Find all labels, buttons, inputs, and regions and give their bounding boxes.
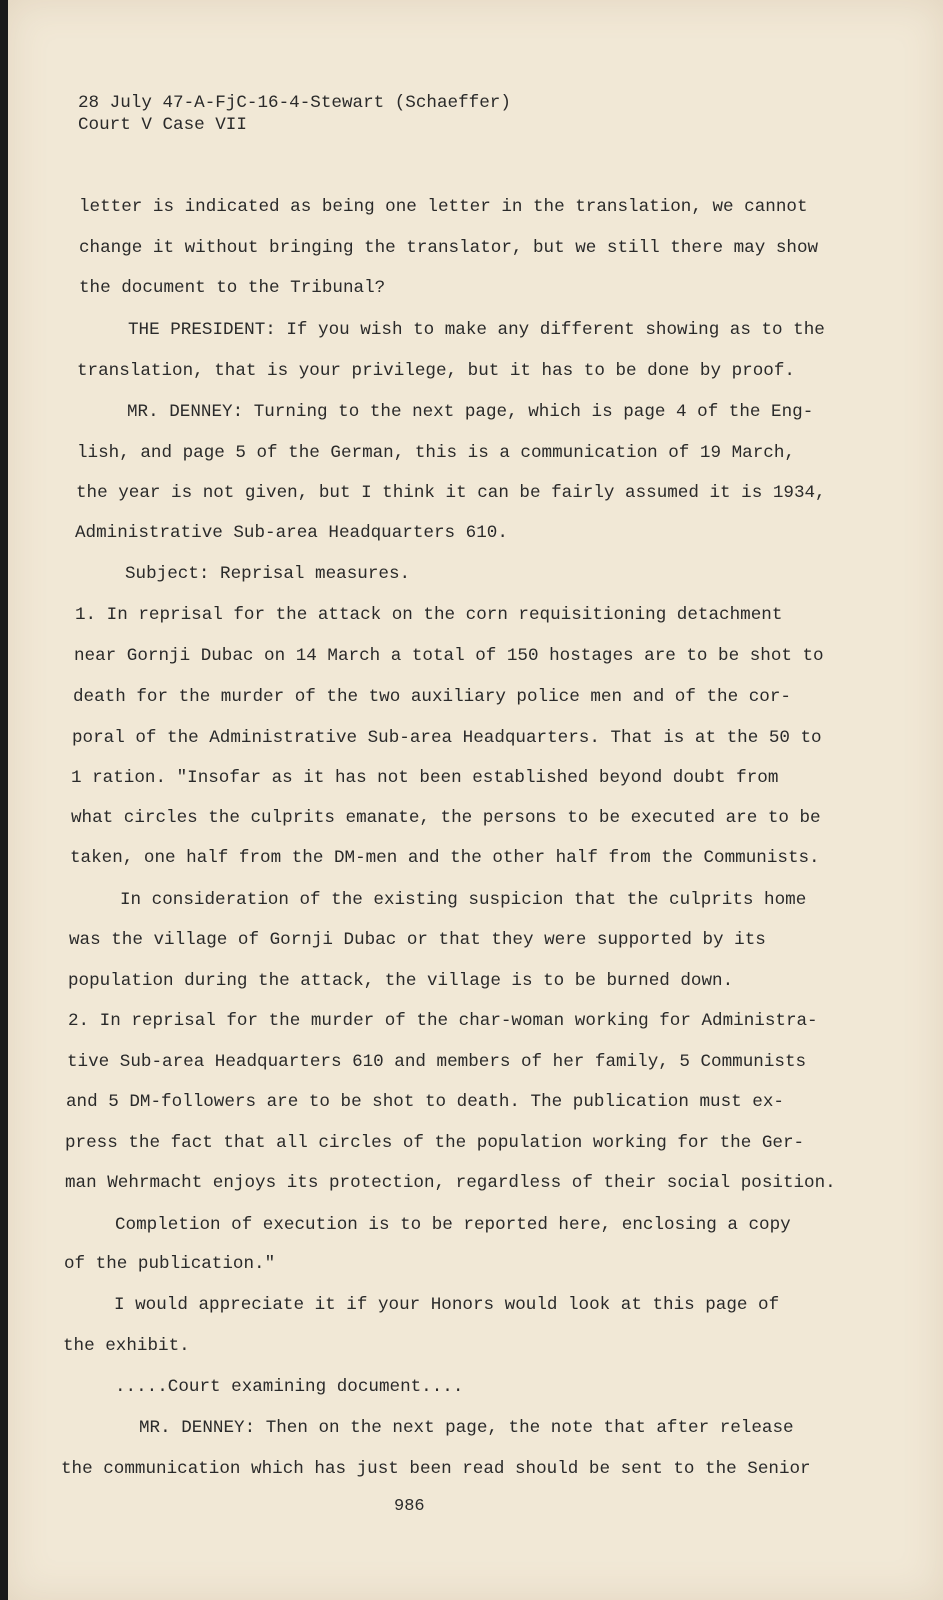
body-line: Administrative Sub-area Headquarters 610. xyxy=(75,523,508,543)
body-line: poral of the Administrative Sub-area Headquarters. That is at the 50 to xyxy=(72,728,822,748)
body-line: press the fact that all circles of the population working for the Ger- xyxy=(65,1133,805,1153)
body-line: lish, and page 5 of the German, this is a communication of 19 March, xyxy=(77,443,795,463)
body-line: .....Court examining document.... xyxy=(115,1377,464,1397)
page-number: 986 xyxy=(394,1497,425,1516)
body-line: death for the murder of the two auxiliary police men and of the cor- xyxy=(73,687,791,707)
body-line: translation, that is your privilege, but it has to be done by proof. xyxy=(77,361,795,381)
body-line: what circles the culprits emanate, the persons to be executed are to be xyxy=(71,808,821,828)
body-line: I would appreciate it if your Honors would look at this page of xyxy=(114,1295,780,1315)
body-line: MR. DENNEY: Turning to the next page, which is page 4 of the Eng- xyxy=(127,402,814,422)
body-line: Subject: Reprisal measures. xyxy=(125,564,411,584)
body-line: of the publication." xyxy=(64,1254,276,1274)
body-line: near Gornji Dubac on 14 March a total of 150 hostages are to be shot to xyxy=(74,646,824,666)
body-line: taken, one half from the DM-men and the other half from the Communists. xyxy=(70,848,820,868)
body-line: 1. In reprisal for the attack on the corn requisitioning detachment xyxy=(75,605,783,625)
body-line: the document to the Tribunal? xyxy=(79,278,386,298)
body-line: Completion of execution is to be reported here, enclosing a copy xyxy=(115,1215,791,1235)
document-page xyxy=(8,0,943,1600)
header-line-2: Court V Case VII xyxy=(78,115,247,135)
body-line: letter is indicated as being one letter in the translation, we cannot xyxy=(79,197,808,217)
body-line: THE PRESIDENT: If you wish to make any different showing as to the xyxy=(128,320,825,340)
body-line: 2. In reprisal for the murder of the char-woman working for Administra- xyxy=(68,1011,818,1031)
body-line: the communication which has just been read should be sent to the Senior xyxy=(61,1459,811,1479)
body-line: In consideration of the existing suspicion that the culprits home xyxy=(120,890,807,910)
body-line: change it without bringing the translator, but we still there may show xyxy=(79,238,819,258)
header-line-1: 28 July 47-A-FjC-16-4-Stewart (Schaeffer) xyxy=(78,93,511,113)
body-line: 1 ration. "Insofar as it has not been established beyond doubt from xyxy=(71,768,779,788)
body-line: the exhibit. xyxy=(63,1336,190,1356)
body-line: man Wehrmacht enjoys its protection, regardless of their social position. xyxy=(65,1173,836,1193)
body-line: tive Sub-area Headquarters 610 and members of her family, 5 Communists xyxy=(67,1052,807,1072)
body-line: MR. DENNEY: Then on the next page, the note that after release xyxy=(139,1418,794,1438)
body-line: the year is not given, but I think it can be fairly assumed it is 1934, xyxy=(76,483,826,503)
body-line: population during the attack, the village is to be burned down. xyxy=(68,971,734,991)
body-line: and 5 DM-followers are to be shot to death. The publication must ex- xyxy=(66,1092,784,1112)
body-line: was the village of Gornji Dubac or that they were supported by its xyxy=(69,930,766,950)
